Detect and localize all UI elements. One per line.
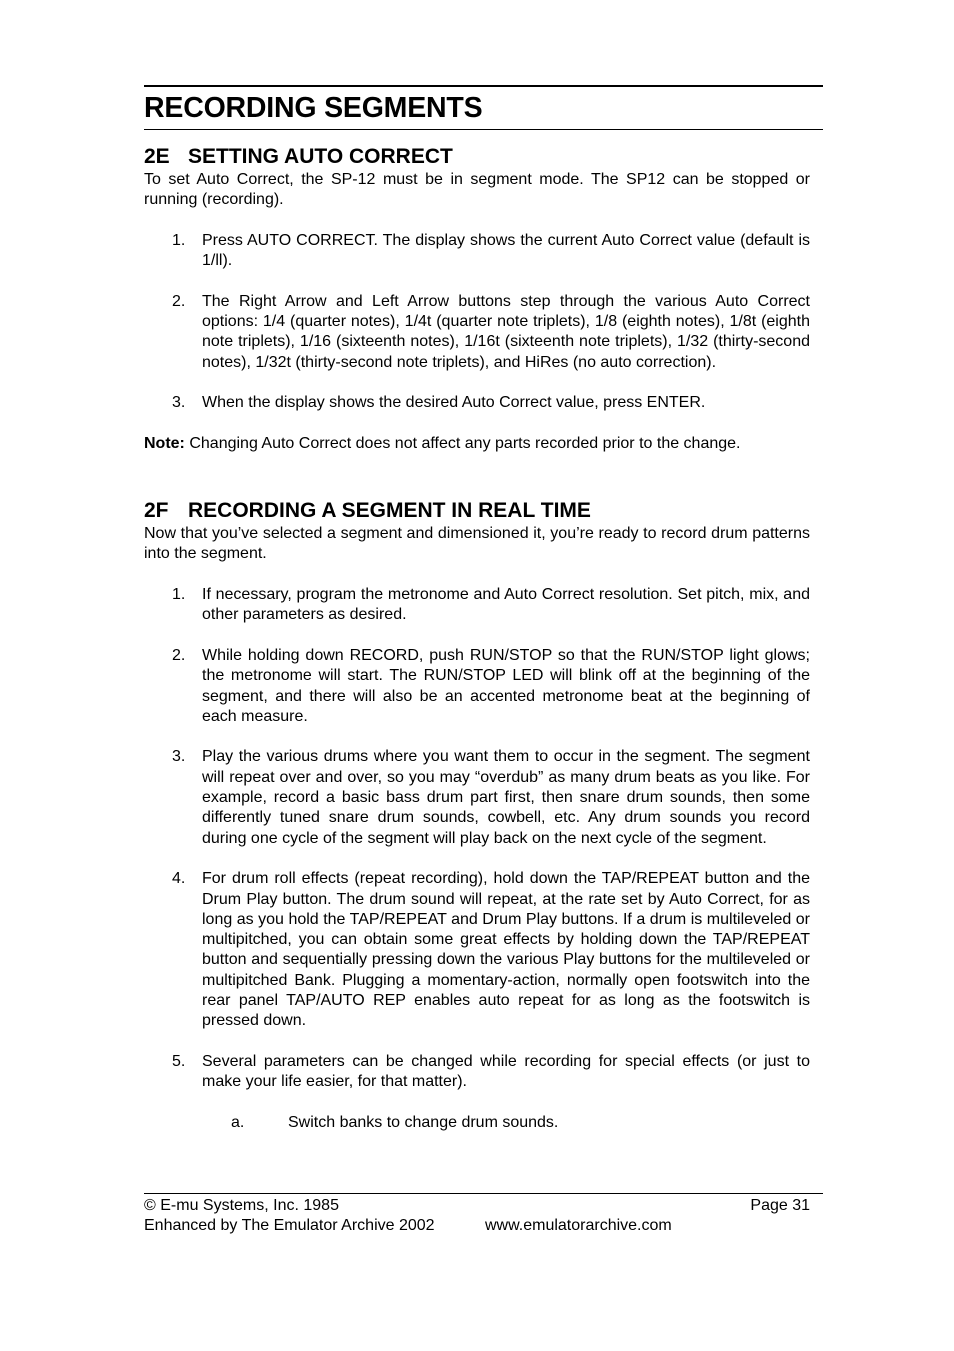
section-heading-2f <box>144 498 810 524</box>
footer-copyright: © E-mu Systems, Inc. 1985 <box>144 1197 339 1214</box>
note-paragraph: Note: Changing Auto Correct does not affect any parts recorded prior to the change. <box>144 434 741 452</box>
footer-enhanced: Enhanced by The Emulator Archive 2002 <box>144 1217 435 1234</box>
steps-list-2f <box>144 585 810 1092</box>
footer-url: www.emulatorarchive.com <box>485 1217 672 1234</box>
steps-list-2e <box>144 231 810 414</box>
list-item: 2. The Right Arrow and Left Arrow buttons step through the various Auto Correct options: 1/4 (quarter notes), 1/4t (quarter note triplets), 1/8 (eighth notes), 1/8t (eighth note triplets), 1/16 (sixteenth notes), 1/16t (sixteenth note triplets), 1/32 (thirty-second notes), 1/32t (thirty-second note triplets), and HiRes (no auto correction). <box>172 292 810 371</box>
list-item: 3. Play the various drums where you want them to occur in the segment. The segment will repeat over and over, so you may “overdub” as many drum beats as you like. For example, record a basic bass drum part first, then snare drum sounds, then some differently tuned snare drum sounds, cowbell, etc. Any drum sounds you record during one cycle of the segment will play back on the next cycle of the segment. <box>172 748 810 847</box>
list-item: 1. If necessary, program the metronome and Auto Correct resolution. Set pitch, mix, and other parameters as desired. <box>172 586 810 624</box>
document-body <box>144 144 810 1133</box>
page-number: Page 31 <box>750 1197 810 1214</box>
footer-line-1 <box>144 1196 810 1216</box>
list-item: 1. Press AUTO CORRECT. The display shows the current Auto Correct value (default is 1/ll). <box>172 231 810 270</box>
sub-list-item: a. Switch banks to change drum sounds. <box>231 1113 559 1131</box>
section-number: 2E <box>144 145 170 168</box>
list-item: 2. While holding down RECORD, push RUN/STOP so that the RUN/STOP light glows; the metronome will start. The RUN/STOP LED will blink off at the beginning of the segment, and there will also be an accented metronome beat at the beginning of each measure. <box>172 646 810 725</box>
section-heading-2e <box>144 144 810 170</box>
list-item: 3. When the display shows the desired Auto Correct value, press ENTER. <box>172 394 706 412</box>
title-rule <box>144 129 823 130</box>
footer-rule <box>144 1193 823 1194</box>
section-number: 2F <box>144 499 169 523</box>
section-intro: To set Auto Correct, the SP-12 must be in segment mode. The SP12 can be stopped or running (recording). <box>144 171 810 209</box>
top-rule <box>144 85 823 87</box>
list-item: 4. For drum roll effects (repeat recording), hold down the TAP/REPEAT button and the Drum Play button. The drum sound will repeat, at the rate set by Auto Correct, for as long as you hold the TAP/REPEAT and Drum Play buttons. If a drum is multileveled or multipitched, you can obtain some great effects by holding down the TAP/REPEAT button and sequentially pressing down the various Play buttons for the multileveled or multipitched Bank. Plugging a momentary-action, normally open footswitch into the rear panel TAP/AUTO REP enables auto repeat for as long as the footswitch is pressed down. <box>172 870 810 1030</box>
page-title: RECORDING SEGMENTS <box>144 92 483 124</box>
footer-line-2 <box>144 1216 810 1236</box>
section-title: RECORDING A SEGMENT IN REAL TIME <box>188 499 591 523</box>
list-item: 5. Several parameters can be changed while recording for special effects (or just to make your life easier, for that matter). <box>172 1052 810 1091</box>
section-title: SETTING AUTO CORRECT <box>188 145 453 168</box>
section-intro: Now that you’ve selected a segment and dimensioned it, you’re ready to record drum patterns into the segment. <box>144 525 810 563</box>
note-label: Note: <box>144 434 185 452</box>
